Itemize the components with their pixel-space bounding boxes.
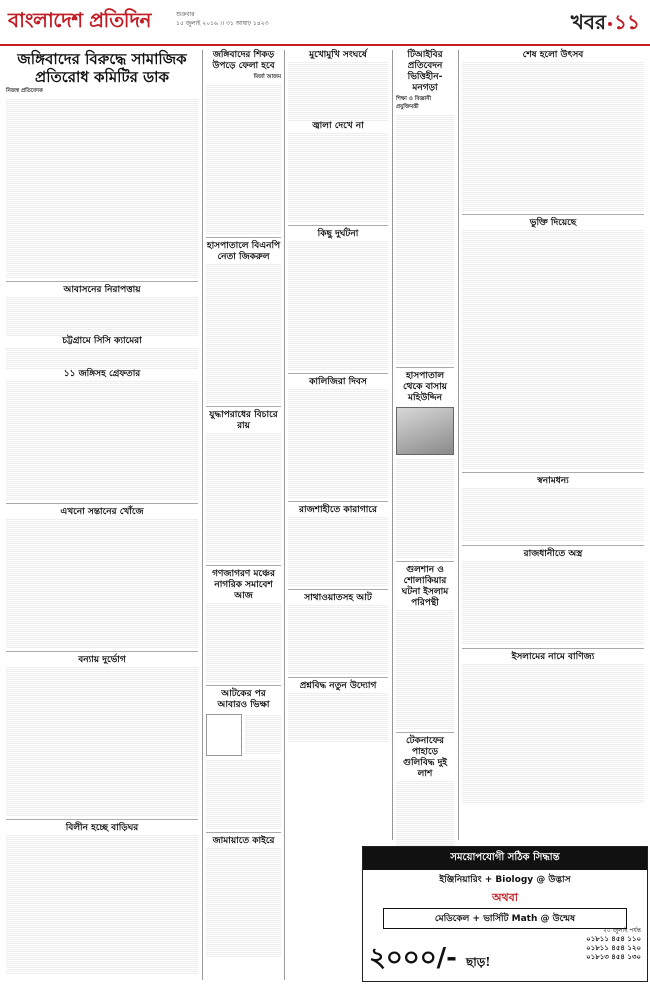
column-rule (202, 50, 203, 980)
divider (288, 225, 388, 226)
article-body (6, 380, 198, 500)
article-body (288, 604, 388, 674)
article-body (288, 388, 388, 498)
article-headline: আটকের পর আবারও ভিক্ষা (217, 689, 270, 710)
ad-headline: সময়োপযোগী সঠিক সিদ্ধান্ত (363, 847, 647, 870)
divider (462, 648, 644, 649)
section-name: খবর (570, 10, 607, 34)
article-body (396, 609, 454, 729)
divider (206, 832, 281, 833)
portrait-photo (396, 407, 454, 455)
column-2 (206, 50, 281, 980)
article-headline: ১১ জঙ্গিসহ গ্রেফতার (63, 369, 141, 379)
divider (462, 472, 644, 473)
article-headline: জঙ্গিবাদের শিকড় উপড়ে ফেলা হবে (212, 50, 275, 71)
article-headline: মুখোমুখি সংঘর্ষে (309, 50, 367, 60)
article-body (462, 61, 644, 211)
article-body (288, 132, 388, 222)
article-headline: টেকনাফের পাহাড়ে গুলিবিদ্ধ দুই লাশ (403, 736, 447, 779)
ad-phone-list (586, 935, 641, 962)
lead-byline: নিজস্ব প্রতিবেদক (6, 88, 43, 94)
page-number: ১১ (614, 10, 640, 34)
column-3 (288, 50, 388, 840)
article-headline: কালিজিরা দিবস (309, 377, 367, 387)
article-headline: বিলীন হচ্ছে বাড়িঘর (65, 823, 139, 833)
article-body (288, 692, 388, 742)
section-label (571, 8, 640, 41)
column-rule (392, 50, 393, 840)
article-body (206, 759, 281, 829)
article-headline: স্বনামধন্য (537, 476, 569, 486)
ad-price (369, 937, 491, 981)
article-headline: কিছু দুর্ঘটনা (317, 229, 359, 239)
ad-price-suffix: ছাড়! (465, 955, 491, 969)
date-day: শুক্রবার (176, 11, 195, 18)
masthead (0, 0, 650, 46)
column-4 (396, 50, 454, 840)
article-headline: ভুক্তি দিয়েছে (529, 218, 577, 228)
divider (206, 565, 281, 566)
article-headline: যুদ্ধাপরাধের বিচারে রায় (209, 410, 278, 431)
article-body (6, 834, 198, 974)
divider (288, 677, 388, 678)
column-rule (458, 50, 459, 840)
divider (462, 545, 644, 546)
article-body (462, 663, 644, 803)
divider (6, 819, 198, 820)
article-headline: সাথাওয়াতসহ আট (304, 593, 372, 603)
article-headline: প্রশ্নবিদ্ধ নতুন উদ্যোগ (299, 681, 377, 691)
ad-phone[interactable]: ০১৮১৩ ৪৫৪ ১৩০ (586, 953, 641, 961)
article-body (206, 84, 281, 234)
article-headline: চট্টগ্রামে সিসি ক্যামেরা (62, 336, 142, 346)
ad-or-text: অথবা (492, 891, 518, 904)
article-body (288, 240, 388, 370)
divider (462, 214, 644, 215)
date-full: ১৫ জুলাই ২০১৬ ।। ৩১ আষাঢ় ১৪২৩ (176, 20, 269, 27)
column-5 (462, 50, 644, 840)
advertisement-box[interactable] (362, 846, 648, 982)
article-body (206, 432, 281, 562)
article-headline: এখনো সন্তানের খোঁজে (60, 507, 144, 517)
divider (206, 406, 281, 407)
lead-headline: জঙ্গিবাদের বিরুদ্ধে সামাজিক প্রতিরোধ কমিটির ডাক (17, 50, 187, 86)
article-headline: টিআইবির প্রতিবেদন ভিত্তিহীন-মনগড়া (407, 50, 443, 93)
divider (6, 503, 198, 504)
article-headline: জ্বালা দেখে না (312, 121, 364, 131)
article-headline: ইসলামের নামে বাণিজ্য (511, 652, 595, 662)
ad-phone[interactable]: ০১৮১১ ৪৫৪ ১১০ (586, 935, 641, 943)
article-body (462, 560, 644, 645)
ad-phone[interactable]: ০১৮১১ ৪৫৪ ১২০ (586, 944, 641, 952)
article-body (462, 229, 644, 469)
article-body (245, 714, 281, 754)
lead-article-body (6, 98, 198, 278)
article-headline: গুলশান ও শোলাকিয়ার ঘটনা ইসলাম পরিপন্থী (401, 565, 449, 608)
divider (6, 281, 198, 282)
divider (396, 732, 454, 733)
article-headline: রাজশাহীতে কারাগারে (299, 505, 377, 515)
divider (206, 237, 281, 238)
article-body (288, 61, 388, 121)
divider (396, 367, 454, 368)
newspaper-logo: বাংলাদেশ প্রতিদিন (8, 8, 151, 32)
article-body (396, 458, 454, 558)
article-body (6, 296, 198, 336)
article-subline: মির্জা আজম (253, 74, 281, 80)
divider (396, 561, 454, 562)
ad-offer-line-1: ইঞ্জিনিয়ারিং + Biology @ উদ্ভাস (439, 875, 571, 885)
divider (206, 685, 281, 686)
bullet-icon (608, 22, 612, 26)
article-headline: হাসপাতালে বিএনপি নেতা জিকরুল (206, 241, 281, 262)
divider (288, 589, 388, 590)
article-body (206, 263, 281, 403)
ad-price-amount: ২০০০/- (369, 943, 457, 973)
ad-deadline: ২০ জুলাই পর্যন্ত (603, 927, 641, 934)
article-body (206, 602, 281, 682)
article-headline: শেষ হলো উৎসব (522, 50, 584, 60)
article-headline: রাজধানীতে অস্ত্র (523, 549, 583, 559)
ad-offer-line-2: মেডিকেল + ভার্সিটি Math @ উন্মেষ (383, 908, 627, 929)
column-rule (284, 50, 285, 980)
article-headline: হাসপাতাল থেকে বাসায় মহিউদ্দিন (402, 371, 447, 403)
article-headline: গণজাগরণ মঞ্চের নাগরিক সমাবেশ আজ (212, 569, 275, 601)
ad-logo-image (206, 714, 242, 756)
divider (288, 373, 388, 374)
column-1 (6, 50, 198, 980)
article-body (6, 518, 198, 648)
divider (6, 651, 198, 652)
article-headline: জামায়াতে কাইরে (212, 836, 275, 846)
article-body (396, 114, 454, 364)
article-subline: শিক্ষা ও বিজ্ঞানী প্রযুক্তিমন্ত্রী (396, 96, 432, 110)
article-body (206, 847, 281, 957)
article-headline: আবাসনের নিরাপত্তায় (63, 285, 141, 295)
article-body (6, 347, 198, 369)
divider (288, 501, 388, 502)
article-body (462, 487, 644, 542)
article-body (288, 516, 388, 586)
article-headline: বন্যায় দুর্ভোগ (78, 655, 126, 665)
article-body (6, 666, 198, 816)
issue-date (176, 10, 269, 28)
